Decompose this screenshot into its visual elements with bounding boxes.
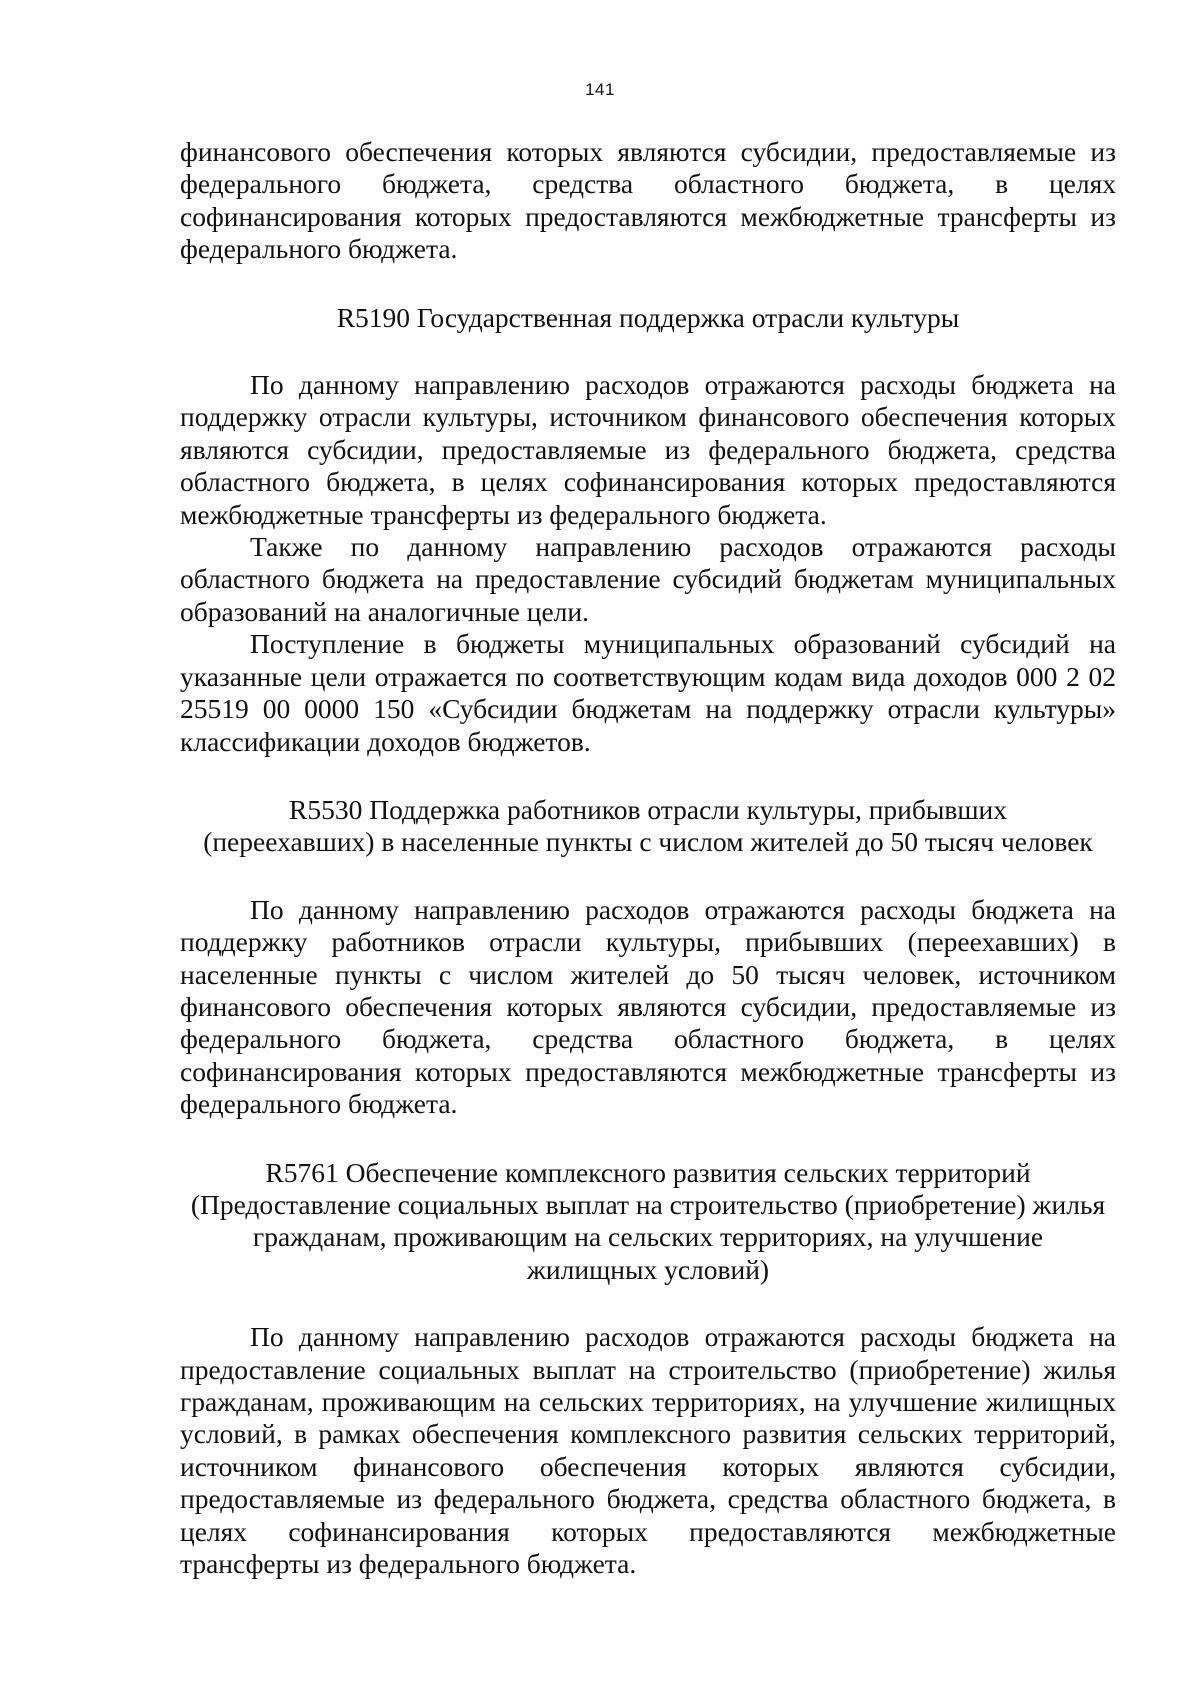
paragraph-r5190-2: Также по данному направлению расходов отражаются расходы областного бюджета на предоставление субсидий бюджетам муниципальных образований на аналогичные цели. xyxy=(180,531,1116,627)
paragraph-r5190-1: По данному направлению расходов отражаются расходы бюджета на поддержку отрасли культуры, источником финансового обеспечения которых являются субсидии, предоставляемые из федерального бюджета, средства областного бюджета, в целях софинансирования которых предоставляются межбюджетные трансферты из федерального бюджета. xyxy=(180,369,1116,530)
heading-line: R5530 Поддержка работников отрасли культуры, прибывших xyxy=(289,793,1007,825)
paragraph-continuation: финансового обеспечения которых являются субсидии, предоставляемые из федерального бюджета, средства областного бюджета, в целях софинансирования которых предоставляются межбюджетные трансферты из федерального бюджета. xyxy=(180,136,1116,265)
heading-line: (переехавших) в населенные пункты с числом жителей до 50 тысяч человек xyxy=(203,826,1093,858)
heading-line: R5190 Государственная поддержка отрасли культуры xyxy=(336,301,960,333)
heading-line: жилищных условий) xyxy=(526,1253,770,1285)
heading-line: гражданам, проживающим на сельских территориях, на улучшение xyxy=(252,1221,1044,1253)
heading-line: R5761 Обеспечение комплексного развития сельских территорий xyxy=(265,1156,1031,1188)
page-number: 141 xyxy=(585,80,615,99)
section-heading-r5530 xyxy=(180,794,1116,859)
section-heading-r5190 xyxy=(180,302,1116,334)
paragraph-r5190-3: Поступление в бюджеты муниципальных образований субсидий на указанные цели отражается по соответствующим кодам вида доходов 000 2 02 25519 00 0000 150 «Субсидии бюджетам на поддержку отрасли культуры» классификации доходов бюджетов. xyxy=(180,628,1116,757)
heading-line: (Предоставление социальных выплат на строительство (приобретение) жилья xyxy=(190,1188,1106,1220)
paragraph-r5761-1: По данному направлению расходов отражаются расходы бюджета на предоставление социальных выплат на строительство (приобретение) жилья гражданам, проживающим на сельских территориях, на улучшение жилищных условий, в рамках обеспечения комплексного развития сельских территорий, источником финансового обеспечения которых являются субсидии, предоставляемые из федерального бюджета, средства областного бюджета, в целях софинансирования которых предоставляются межбюджетные трансферты из федерального бюджета. xyxy=(180,1321,1116,1580)
section-heading-r5761 xyxy=(180,1157,1116,1287)
page-content xyxy=(180,136,1116,1580)
paragraph-r5530-1: По данному направлению расходов отражаются расходы бюджета на поддержку работников отрасли культуры, прибывших (переехавших) в населенные пункты с числом жителей до 50 тысяч человек, источником финансового обеспечения которых являются субсидии, предоставляемые из федерального бюджета, средства областного бюджета, в целях софинансирования которых предоставляются межбюджетные трансферты из федерального бюджета. xyxy=(180,893,1116,1120)
